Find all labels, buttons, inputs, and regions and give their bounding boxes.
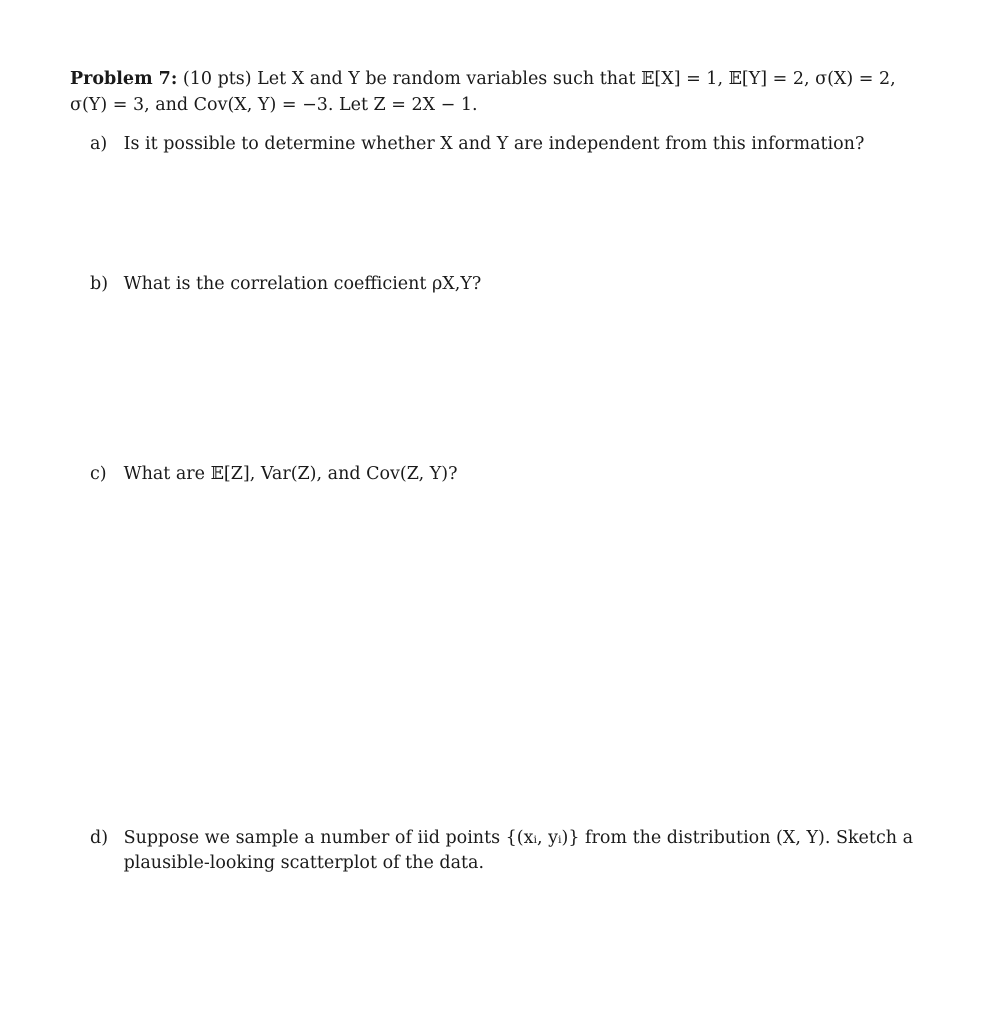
part-d-question-line-2: plausible-looking scatterplot of the data. <box>123 853 485 873</box>
part-d-question-line-1: Suppose we sample a number of iid points {(xᵢ, yᵢ)} from the distribution (X, Y). Sketch a <box>123 828 914 848</box>
part-a-question: Is it possible to determine whether X and Y are independent from this information? <box>123 134 865 154</box>
problem-statement <box>70 66 910 118</box>
part-c <box>90 462 910 487</box>
part-d <box>90 826 914 876</box>
part-b-question: What is the correlation coefficient ρX,Y? <box>123 274 482 294</box>
problem-text-line-2: σ(Y) = 3, and Cov(X, Y) = −3. Let Z = 2X − 1. <box>70 95 478 115</box>
part-b-label: b) <box>90 274 109 294</box>
part-c-label: c) <box>90 464 107 484</box>
problem-heading: Problem 7: <box>70 69 178 89</box>
part-a <box>90 132 910 157</box>
part-a-label: a) <box>90 134 108 154</box>
part-d-label: d) <box>90 828 109 848</box>
problem-text-line-1: (10 pts) Let X and Y be random variables such that 𝔼[X] = 1, 𝔼[Y] = 2, σ(X) = 2, <box>182 69 896 89</box>
part-c-question: What are 𝔼[Z], Var(Z), and Cov(Z, Y)? <box>123 464 458 484</box>
part-b <box>90 272 910 297</box>
part-d-question <box>123 826 914 876</box>
